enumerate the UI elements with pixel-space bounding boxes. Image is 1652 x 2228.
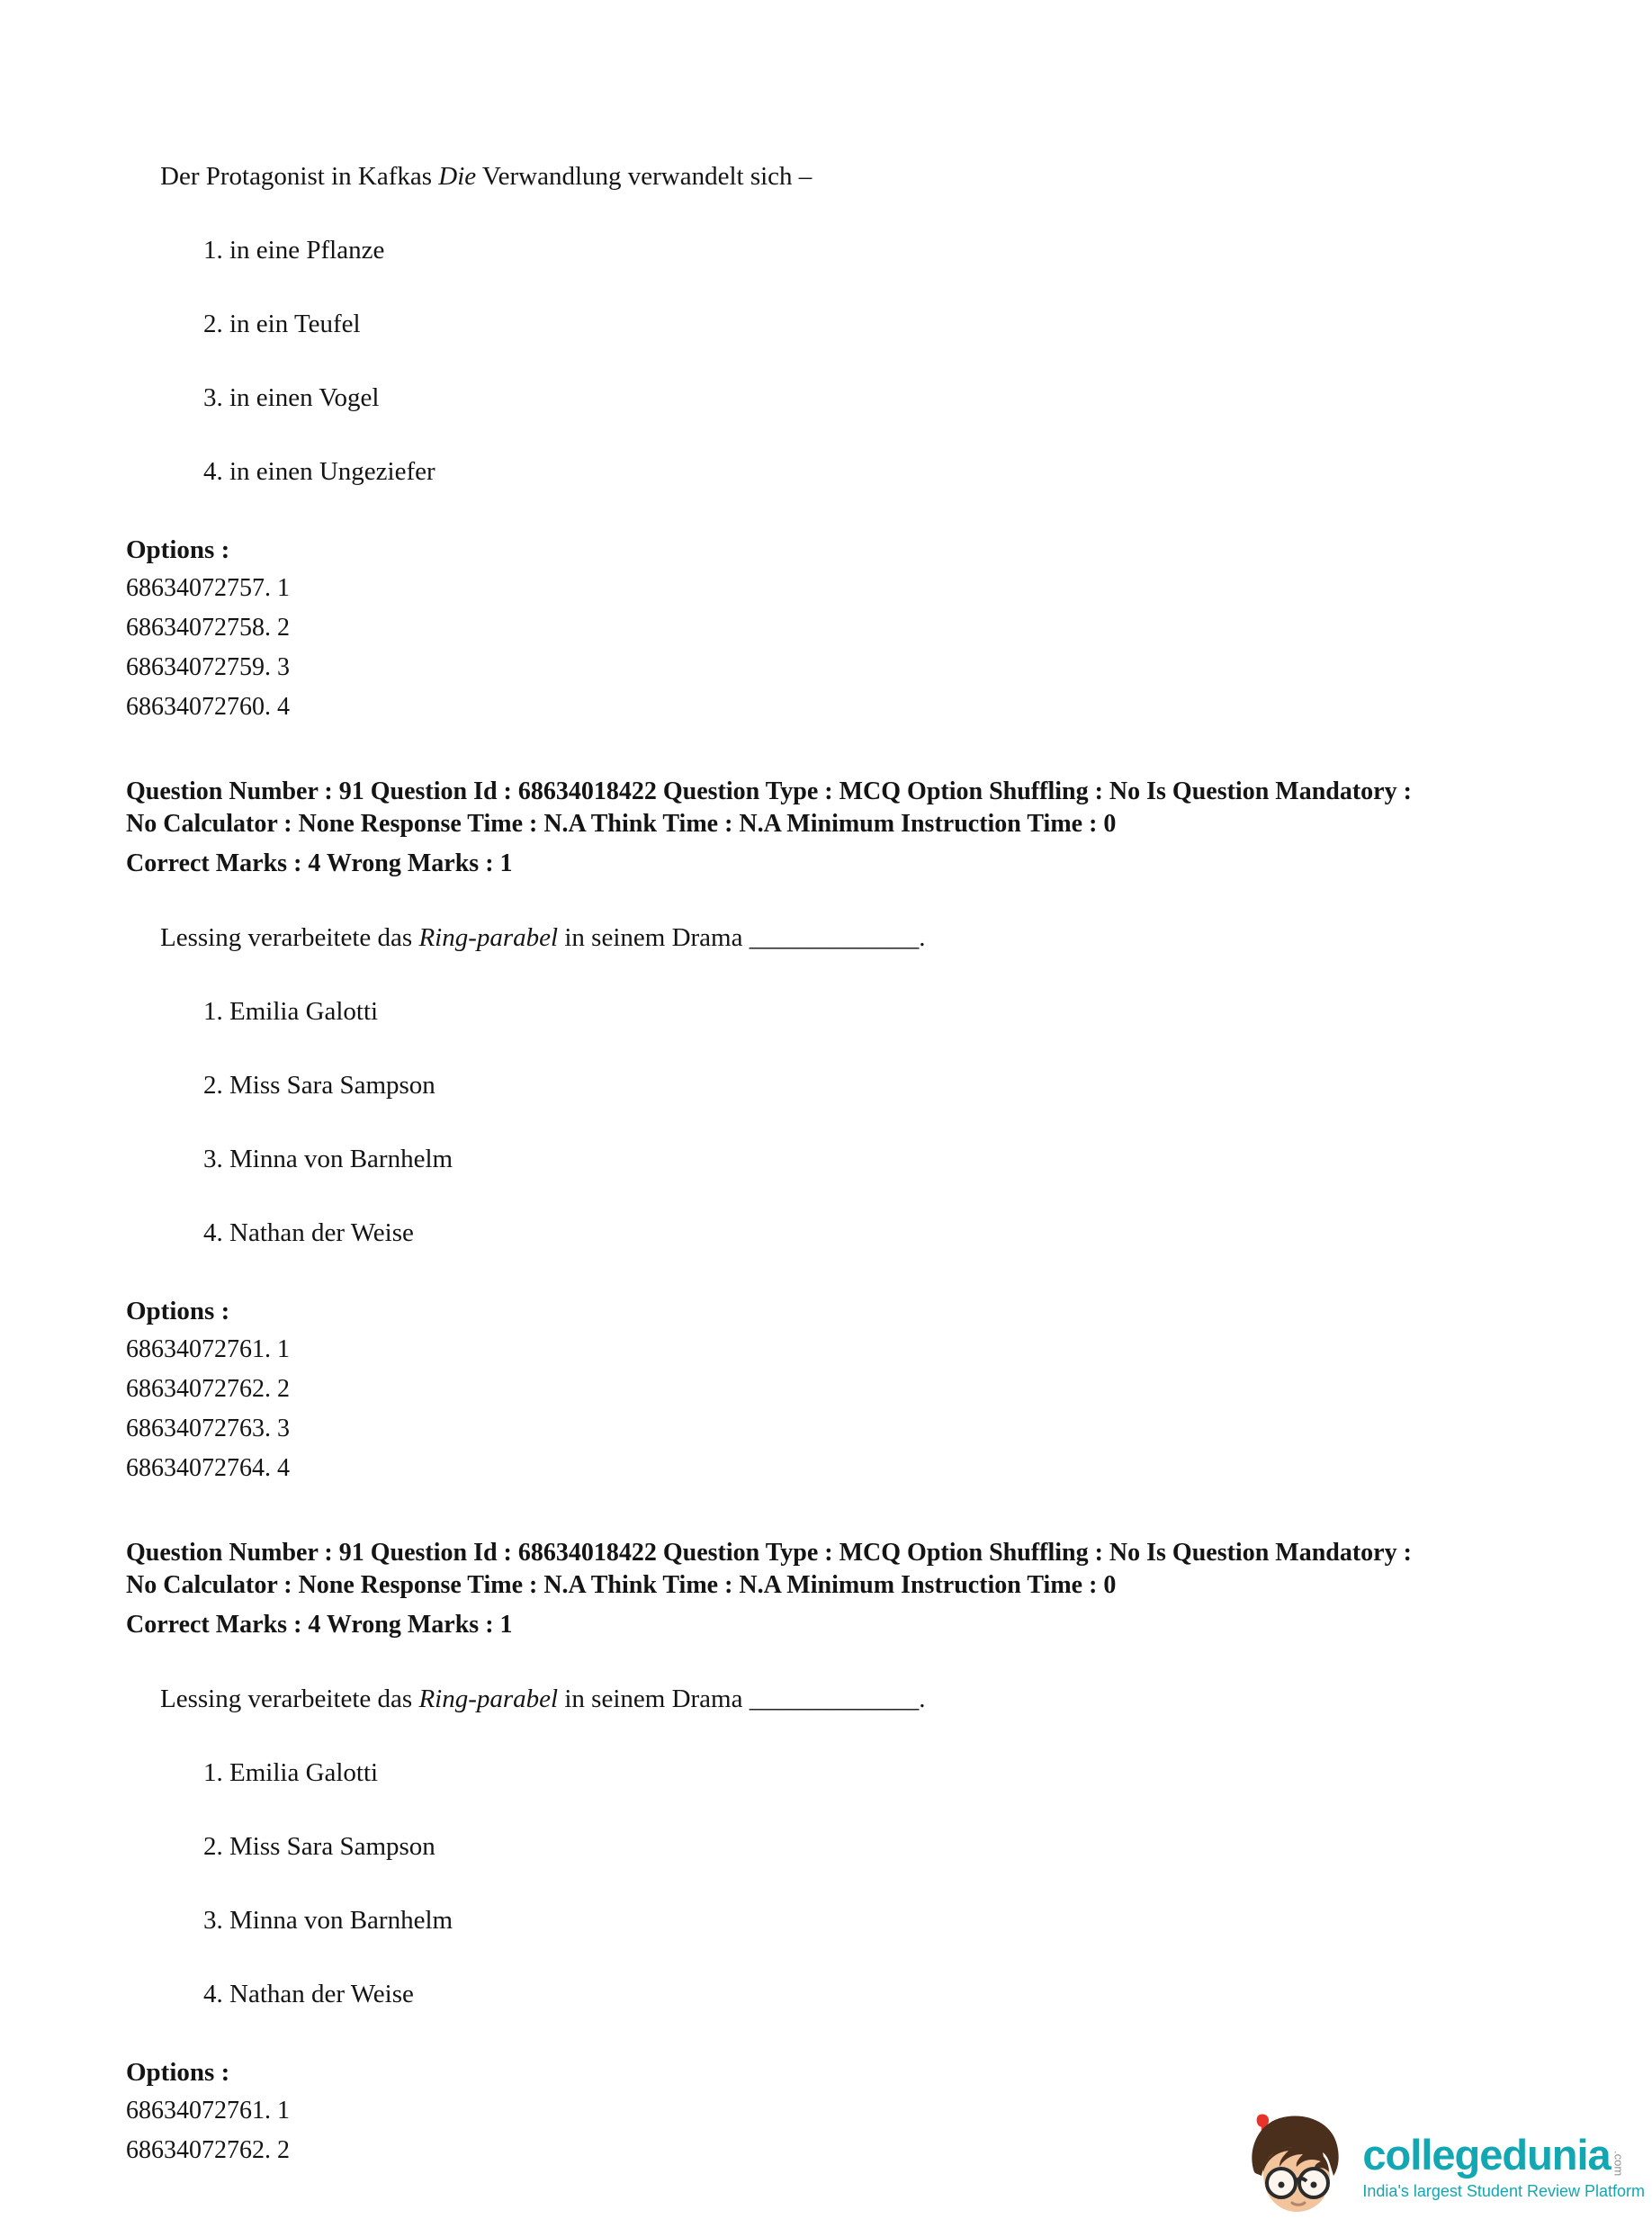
question-meta <box>126 776 1611 880</box>
mascot-icon <box>1242 2109 1348 2224</box>
meta-marks-line: Correct Marks : 4 Wrong Marks : 1 <box>126 1611 513 1639</box>
choice: 3. in einen Vogel <box>203 383 380 412</box>
meta-marks-line: Correct Marks : 4 Wrong Marks : 1 <box>126 849 513 877</box>
meta-line: No Calculator : None Response Time : N.A Think Time : N.A Minimum Instruction Time : 0 <box>126 1571 1117 1599</box>
option-id: 68634072764. 4 <box>126 1454 290 1482</box>
option-id: 68634072758. 2 <box>126 614 290 642</box>
choice: 3. Minna von Barnhelm <box>203 1906 453 1935</box>
brand-name: collegedunia <box>1362 2130 1611 2179</box>
choice: 1. Emilia Galotti <box>203 997 379 1026</box>
stem-prefix: Lessing verarbeitete das <box>160 923 419 952</box>
question-stem <box>160 1681 1652 1717</box>
brand-tagline: India's largest Student Review Platform <box>1362 2181 1645 2200</box>
option-id: 68634072760. 4 <box>126 693 290 721</box>
options-label: Options : <box>126 1297 230 1325</box>
meta-line: Question Number : 91 Question Id : 68634018422 Question Type : MCQ Option Shuffling : No Is Question Mandatory : <box>126 777 1412 805</box>
choice: 1. in eine Pflanze <box>203 236 385 265</box>
options-label: Options : <box>126 2058 230 2087</box>
option-id: 68634072762. 2 <box>126 1375 290 1403</box>
option-id: 68634072761. 1 <box>126 2097 290 2125</box>
choice: 3. Minna von Barnhelm <box>203 1145 453 1173</box>
question-stem <box>160 920 1652 956</box>
brand-logo <box>1242 2109 1645 2224</box>
stem-suffix: in seinem Drama _____________. <box>558 923 926 952</box>
option-id: 68634072759. 3 <box>126 653 290 681</box>
option-id: 68634072757. 1 <box>126 574 290 602</box>
meta-line: No Calculator : None Response Time : N.A Think Time : N.A Minimum Instruction Time : 0 <box>126 810 1117 838</box>
stem-prefix: Lessing verarbeitete das <box>160 1684 419 1713</box>
stem-italic: Die <box>438 162 477 191</box>
option-id: 68634072762. 2 <box>126 2136 290 2164</box>
choice: 2. in ein Teufel <box>203 310 361 338</box>
brand-text <box>1362 2130 1645 2201</box>
stem-suffix: in seinem Drama _____________. <box>558 1684 926 1713</box>
options-label: Options : <box>126 535 230 564</box>
option-id: 68634072761. 1 <box>126 1335 290 1363</box>
brand-suffix: .com <box>1612 2151 1626 2177</box>
choice: 4. Nathan der Weise <box>203 1218 414 1247</box>
choice: 1. Emilia Galotti <box>203 1758 379 1787</box>
choice: 4. in einen Ungeziefer <box>203 457 435 486</box>
meta-line: Question Number : 91 Question Id : 68634018422 Question Type : MCQ Option Shuffling : No Is Question Mandatory : <box>126 1539 1412 1567</box>
stem-suffix: Verwandlung verwandelt sich – <box>476 162 813 191</box>
option-id: 68634072763. 3 <box>126 1415 290 1442</box>
stem-prefix: Der Protagonist in Kafkas <box>160 162 439 191</box>
choice: 2. Miss Sara Sampson <box>203 1832 435 1861</box>
stem-italic: Ring-parabel <box>418 1684 559 1713</box>
stem-italic: Ring-parabel <box>418 923 559 952</box>
choice: 4. Nathan der Weise <box>203 1980 414 2008</box>
choice: 2. Miss Sara Sampson <box>203 1071 435 1100</box>
question-stem <box>160 158 1652 194</box>
question-meta <box>126 1537 1611 1641</box>
